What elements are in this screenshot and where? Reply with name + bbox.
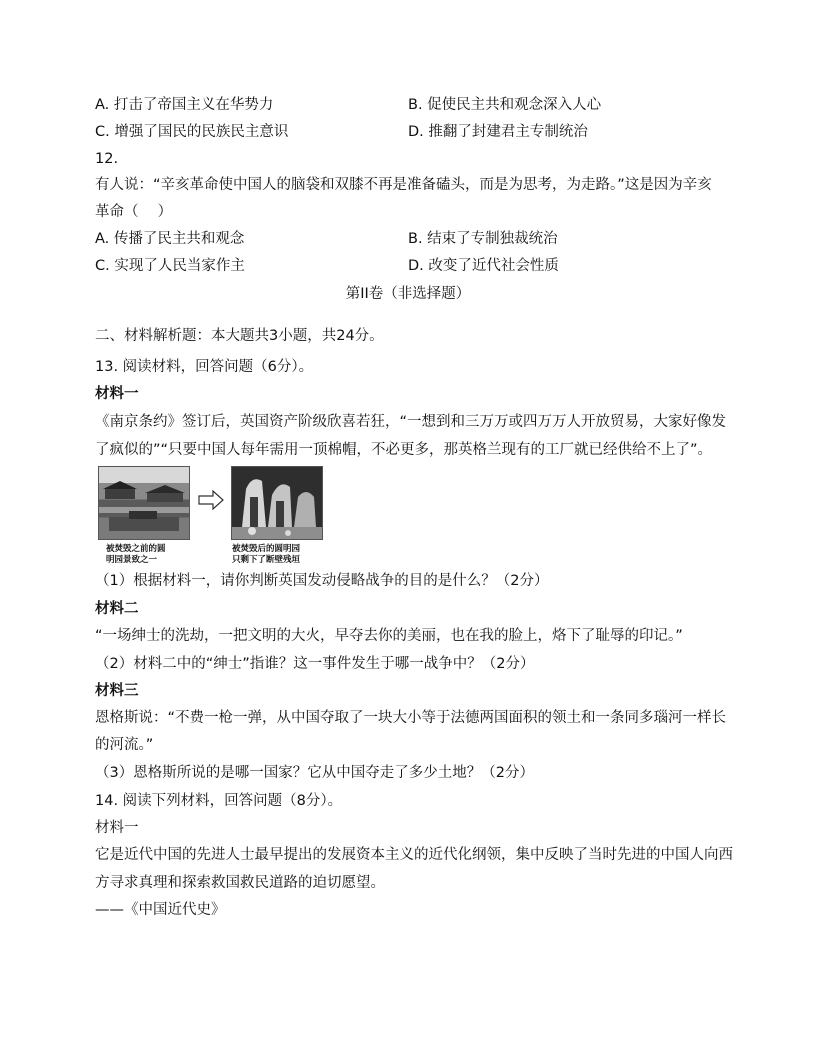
q13-question-3: （3）恩格斯所说的是哪一国家？它从中国夺走了多少土地？（2分） bbox=[95, 765, 534, 781]
q13-material-1-line-1: 《南京条约》签订后，英国资产阶级欣喜若狂，“一想到和三万万或四万万人开放贸易，大家好像发 bbox=[95, 414, 727, 430]
q12-number: 12. bbox=[95, 151, 119, 167]
q12-stem-line-1: 有人说：“辛亥革命使中国人的脑袋和双膝不再是准备磕头，而是为思考，为走路。”这是因为辛亥 bbox=[95, 177, 712, 193]
q13-material-3-label: 材料三 bbox=[95, 683, 139, 699]
figure-caption-after bbox=[232, 544, 300, 566]
q13-material-3-line-2: 的河流。” bbox=[95, 737, 154, 753]
q13-material-1-label: 材料一 bbox=[95, 386, 139, 402]
q11-option-a: A. 打击了帝国主义在华势力 bbox=[95, 97, 274, 113]
figure-caption-before bbox=[106, 544, 166, 566]
q12-option-c: C. 实现了人民当家作主 bbox=[95, 258, 245, 274]
q12-option-a: A. 传播了民主共和观念 bbox=[95, 231, 245, 247]
q13-material-1-line-2: 了疯似的”“只要中国人每年需用一顶棉帽，不必更多，那英格兰现有的工厂就已经供给不上了”。 bbox=[95, 442, 713, 458]
arrow-icon bbox=[198, 490, 224, 510]
q13-title: 13. 阅读材料，回答问题（6分）。 bbox=[95, 359, 314, 375]
q11-option-d: D. 推翻了封建君主专制统治 bbox=[408, 124, 588, 140]
q11-option-c: C. 增强了国民的民族民主意识 bbox=[95, 124, 289, 140]
section-heading: 二、材料解析题：本大题共3小题，共24分。 bbox=[95, 328, 384, 344]
figure-caption-after-line-2: 只剩下了断壁残垣 bbox=[232, 555, 301, 565]
q13-material-2-label: 材料二 bbox=[95, 601, 139, 617]
q14-material-1-label: 材料一 bbox=[95, 820, 139, 836]
q14-source: ——《中国近代史》 bbox=[95, 902, 226, 918]
q14-material-1-line-1: 它是近代中国的先进人士最早提出的发展资本主义的近代化纲领，集中反映了当时先进的中国人向西 bbox=[95, 847, 733, 863]
yuanmingyuan-before-photo bbox=[98, 466, 190, 540]
figure-caption-after-line-1: 被焚毁后的圆明园 bbox=[232, 544, 301, 554]
figure-caption-before-line-1: 被焚毁之前的圆 bbox=[106, 544, 166, 554]
figure-caption-before-line-2: 明园景致之一 bbox=[106, 555, 158, 565]
q12-option-d: D. 改变了近代社会性质 bbox=[408, 258, 559, 274]
q12-stem-line-2: 革命（ ） bbox=[95, 204, 173, 220]
q14-material-1-line-2: 方寻求真理和探索救国救民道路的迫切愿望。 bbox=[95, 875, 385, 891]
yuanmingyuan-figure bbox=[98, 466, 328, 570]
q13-material-3-line-1: 恩格斯说：“不费一枪一弹，从中国夺取了一块大小等于法德两国面积的领土和一条同多瑙河一样长 bbox=[95, 710, 727, 726]
q13-question-2: （2）材料二中的“绅士”指谁？这一事件发生于哪一战争中？（2分） bbox=[95, 656, 535, 672]
q13-material-2-text: “一场绅士的洗劫，一把文明的大火，早夺去你的美丽，也在我的脸上，烙下了耻辱的印记。” bbox=[95, 628, 683, 644]
yuanmingyuan-ruins-photo bbox=[231, 466, 323, 540]
volume-title: 第II卷（非选择题） bbox=[345, 286, 471, 302]
q11-option-b: B. 促使民主共和观念深入人心 bbox=[408, 97, 602, 113]
q13-question-1: （1）根据材料一，请你判断英国发动侵略战争的目的是什么？（2分） bbox=[95, 573, 549, 589]
q14-title: 14. 阅读下列材料，回答问题（8分）。 bbox=[95, 793, 343, 809]
q12-option-b: B. 结束了专制独裁统治 bbox=[408, 231, 558, 247]
